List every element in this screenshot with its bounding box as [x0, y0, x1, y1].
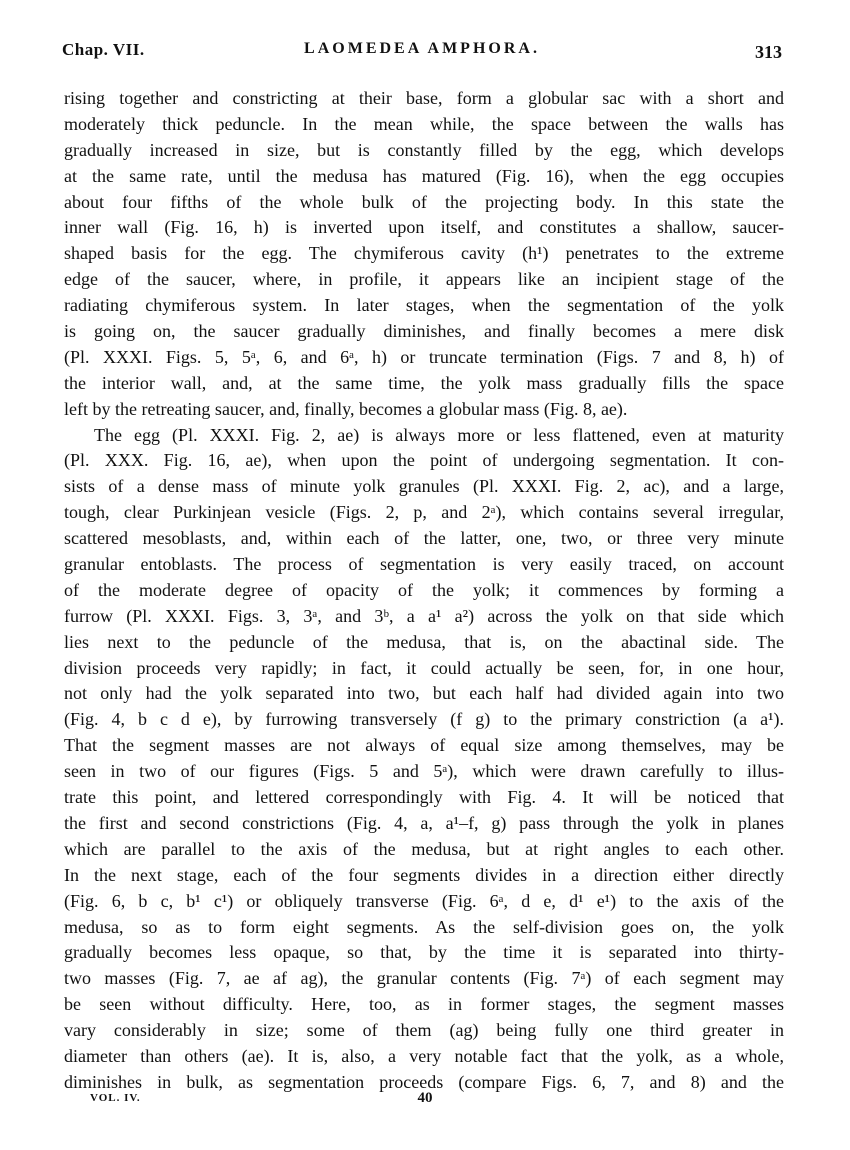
- text-line: two masses (Fig. 7, ae af ag), the granular contents (Fig. 7ᵃ) of each segment may: [64, 968, 784, 989]
- text-line: vary considerably in size; some of them (ag) being fully one third greater in: [64, 1020, 784, 1041]
- text-line: granular entoblasts. The process of segmentation is very easily traced, on account: [64, 554, 784, 575]
- text-line: the interior wall, and, at the same time, the yolk mass gradually fills the space: [64, 372, 784, 393]
- page-number: 313: [755, 42, 782, 62]
- text-line: division proceeds very rapidly; in fact, it could actually be seen, for, in one hour,: [64, 657, 784, 678]
- text-line: tough, clear Purkinjean vesicle (Figs. 2, p, and 2ᵃ), which contains several irregular,: [64, 502, 784, 523]
- volume-signature: VOL. IV.: [90, 1092, 141, 1104]
- text-line: left by the retreating saucer, and, finally, becomes a globular mass (Fig. 8, ae).: [64, 398, 628, 419]
- text-line: (Fig. 6, b c, b¹ c¹) or obliquely transverse (Fig. 6ᵃ, d e, d¹ e¹) to the axis of the: [64, 890, 784, 911]
- text-line: at the same rate, until the medusa has matured (Fig. 16), when the egg occupies: [64, 165, 784, 186]
- text-line: In the next stage, each of the four segments divides in a direction either directly: [64, 864, 784, 885]
- chapter-label: Chap. VII.: [62, 40, 145, 59]
- text-line: scattered mesoblasts, and, within each of the latter, one, two, or three very minute: [64, 528, 784, 549]
- text-line: which are parallel to the axis of the medusa, but at right angles to each other.: [64, 838, 784, 859]
- text-line: moderately thick peduncle. In the mean while, the space between the walls has: [64, 113, 784, 134]
- text-line: gradually becomes less opaque, so that, by the time it is separated into thirty-: [64, 942, 784, 963]
- text-line: (Pl. XXXI. Figs. 5, 5ᵃ, 6, and 6ᵃ, h) or truncate termination (Figs. 7 and 8, h) of: [64, 346, 784, 367]
- text-line: edge of the saucer, where, in profile, it appears like an incipient stage of the: [64, 269, 784, 290]
- signature-number: 40: [417, 1090, 433, 1106]
- text-line: (Pl. XXX. Fig. 16, ae), when upon the point of undergoing segmentation. It con-: [64, 450, 784, 471]
- text-line: diameter than others (ae). It is, also, a very notable fact that the yolk, as a whole,: [64, 1045, 784, 1066]
- text-line: gradually increased in size, but is constantly filled by the egg, which develops: [64, 139, 784, 160]
- body-text: [64, 86, 784, 1096]
- text-line: the first and second constrictions (Fig. 4, a, a¹–f, g) pass through the yolk in planes: [64, 812, 784, 833]
- text-line: lies next to the peduncle of the medusa, that is, on the abactinal side. The: [64, 631, 784, 652]
- text-line: medusa, so as to form eight segments. As the self-division goes on, the yolk: [64, 916, 784, 937]
- text-line: seen in two of our figures (Figs. 5 and 5ᵃ), which were drawn carefully to illus-: [64, 761, 784, 782]
- text-line: about four fifths of the whole bulk of the projecting body. In this state the: [64, 191, 784, 212]
- text-line: (Fig. 4, b c d e), by furrowing transversely (f g) to the primary constriction (a a¹).: [64, 709, 784, 730]
- text-line: inner wall (Fig. 16, h) is inverted upon itself, and constitutes a shallow, saucer-: [64, 217, 784, 238]
- page-footer: [90, 1090, 760, 1114]
- text-line: be seen without difficulty. Here, too, as in former stages, the segment masses: [64, 994, 784, 1015]
- text-line: trate this point, and lettered correspondingly with Fig. 4. It will be noticed that: [64, 787, 784, 808]
- text-line: radiating chymiferous system. In later stages, when the segmentation of the yolk: [64, 295, 784, 316]
- text-line: sists of a dense mass of minute yolk granules (Pl. XXXI. Fig. 2, ac), and a large,: [64, 476, 784, 497]
- text-line: That the segment masses are not always of equal size among themselves, may be: [64, 735, 784, 756]
- text-line: of the moderate degree of opacity of the yolk; it commences by forming a: [64, 579, 784, 600]
- text-line: is going on, the saucer gradually diminishes, and finally becomes a mere disk: [64, 321, 784, 342]
- text-line: not only had the yolk separated into two, but each half had divided again into two: [64, 683, 784, 704]
- text-line: The egg (Pl. XXXI. Fig. 2, ae) is always more or less flattened, even at maturity: [94, 424, 784, 445]
- text-line: diminishes in bulk, as segmentation proceeds (compare Figs. 6, 7, and 8) and the: [64, 1071, 784, 1092]
- text-line: shaped basis for the egg. The chymiferous cavity (h¹) penetrates to the extreme: [64, 243, 784, 264]
- text-line: rising together and constricting at their base, form a globular sac with a short and: [64, 88, 784, 108]
- text-line: furrow (Pl. XXXI. Figs. 3, 3ᵃ, and 3ᵇ, a a¹ a²) across the yolk on that side which: [64, 605, 784, 626]
- running-title: LAOMEDEA AMPHORA.: [304, 40, 540, 57]
- running-header: [62, 40, 782, 70]
